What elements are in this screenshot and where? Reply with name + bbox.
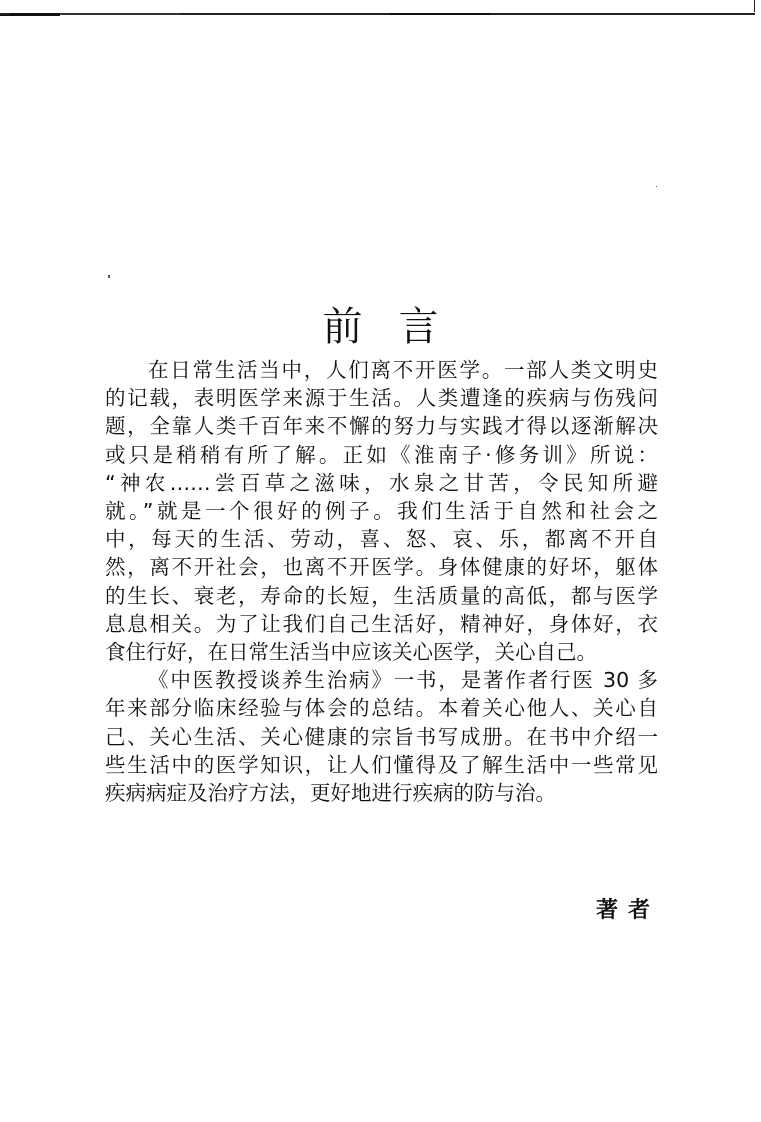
scan-edge-tick: [754, 0, 755, 12]
scan-edge-line-left: [0, 15, 60, 16]
text-line: “神农……尝百草之滋味，水泉之甘苦，令民知所避: [105, 470, 658, 495]
text-line: 或只是稍稍有所了解。正如《淮南子·修务训》所说：: [105, 442, 658, 467]
text-line: 己、关心生活、关心健康的宗旨书写成册。在书中介绍一: [105, 724, 658, 749]
text-line: 疾病病症及治疗方法，更好地进行疾病的防与治。: [105, 781, 556, 806]
text-line: 食住行好，在日常生活当中应该关心医学，关心自己。: [105, 640, 597, 665]
text-line: 题，全靠人类千百年来不懈的努力与实践才得以逐渐解决: [105, 414, 658, 439]
text-line: 年来部分临床经验与体会的总结。本着关心他人、关心自: [105, 696, 658, 721]
paragraph-2: [105, 666, 658, 694]
text-line: 就。”就是一个很好的例子。我们生活于自然和社会之: [105, 499, 658, 524]
text-line: 的生长、衰老，寿命的长短，生活质量的高低，都与医学: [105, 583, 658, 608]
text-line: 中，每天的生活、劳动，喜、怒、哀、乐，都离不开自: [105, 527, 658, 552]
text-line: 息息相关。为了让我们自己生活好，精神好，身体好，衣: [105, 611, 658, 636]
text-line: 些生活中的医学知识，让人们懂得及了解生活中一些常见: [105, 752, 658, 777]
text-line: 然，离不开社会，也离不开医学。身体健康的好坏，躯体: [105, 555, 658, 580]
scan-edge-line: [0, 13, 755, 15]
text-line: 在日常生活当中，人们离不开医学。一部人类文明史: [148, 358, 658, 382]
scan-speck: [108, 275, 110, 278]
page-title: 前言: [322, 303, 475, 350]
author-signature: 著者: [595, 898, 660, 923]
text-line: 《中医教授谈养生治病》一书，是著作者行医 30 多: [148, 668, 658, 693]
text-line: 的记载，表明医学来源于生活。人类遭逢的疾病与伤残问: [105, 386, 658, 411]
preface-body: [105, 356, 658, 807]
paragraph-1: [105, 356, 658, 384]
scan-speck: [656, 186, 657, 187]
